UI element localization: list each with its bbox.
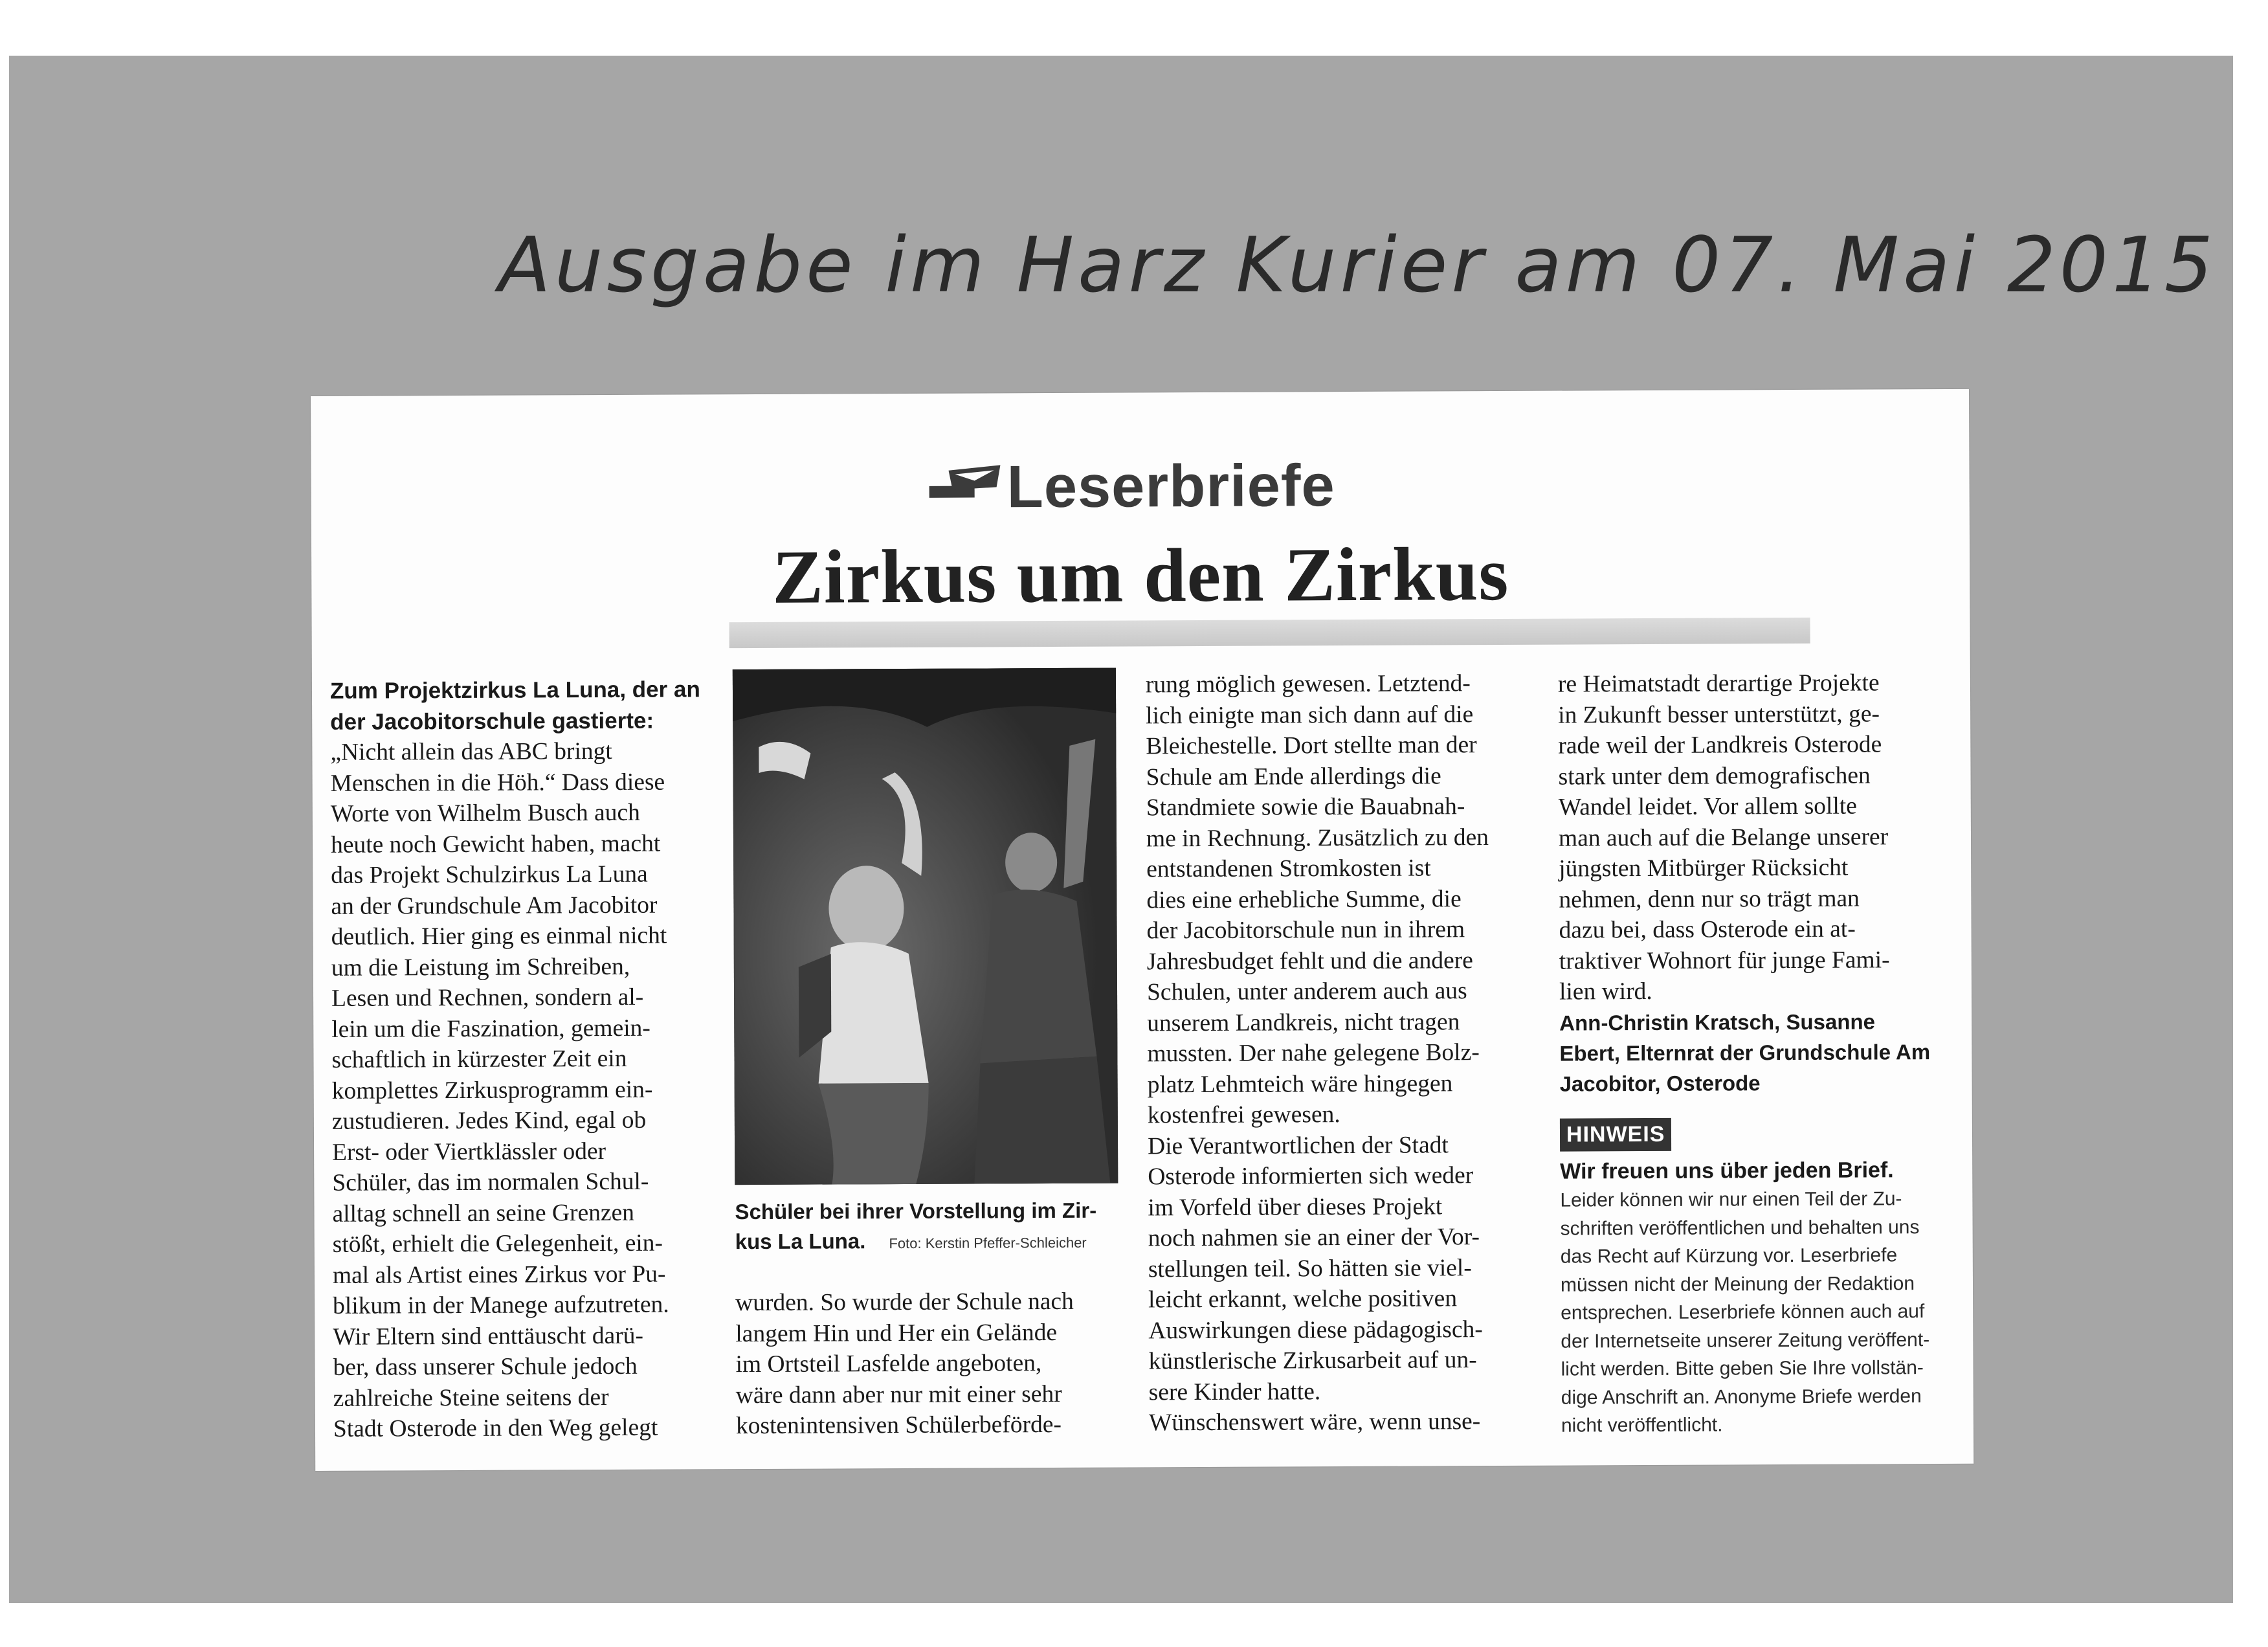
text-line: me in Rechnung. Zusätzlich zu den [1146, 824, 1489, 852]
text-line: Auswirkungen diese pädagogisch- [1148, 1316, 1483, 1344]
photo-illustration [733, 668, 1118, 1185]
text-line: künstlerische Zirkusarbeit auf un- [1148, 1347, 1477, 1375]
letter-icon [929, 461, 1000, 513]
notice-line: das Recht auf Kürzung vor. Leserbriefe [1560, 1244, 1898, 1268]
text-line: an der Grundschule Am Jacobitor [331, 891, 658, 920]
text-line: entstandenen Stromkosten ist [1146, 855, 1431, 883]
text-line: kostenfrei gewesen. [1147, 1101, 1340, 1129]
section-kicker [929, 450, 1335, 523]
text-line: blikum in der Manege aufzutreten. [333, 1291, 669, 1319]
text-line: alltag schnell an seine Grenzen [332, 1199, 635, 1227]
text-line: langem Hin und Her ein Gelände [735, 1319, 1058, 1347]
text-line: stark unter dem demografischen [1558, 761, 1871, 790]
headline-underline [729, 618, 1810, 648]
text-line: man auch auf die Belange unserer [1558, 823, 1889, 852]
text-line: dazu bei, dass Osterode ein at- [1559, 915, 1856, 944]
photo-credit: Foto: Kerstin Pfeffer-Schleicher [889, 1234, 1087, 1252]
column-2 [735, 1286, 1124, 1442]
text-line: wäre dann aber nur mit einer sehr [735, 1380, 1062, 1409]
text-line: Stadt Osterode in den Weg gelegt [333, 1414, 658, 1442]
newspaper-clipping [311, 389, 1973, 1471]
lead-line: der Jacobitorschule gastierte: [330, 708, 654, 735]
notice-text [1560, 1185, 1962, 1440]
text-line: stößt, erhielt die Gelegenheit, ein- [332, 1229, 663, 1258]
text-line: platz Lehmteich wäre hingegen [1147, 1070, 1453, 1098]
notice-line: müssen nicht der Meinung der Redaktion [1560, 1272, 1915, 1296]
text-line: ber, dass unserer Schule jedoch [333, 1352, 638, 1381]
notice-line: schriften veröffentlichen und behalten uns [1560, 1216, 1920, 1240]
text-line: deutlich. Hier ging es einmal nicht [331, 922, 667, 950]
text-line: zustudieren. Jedes Kind, egal ob [331, 1106, 647, 1135]
text-line: zahlreiche Steine seitens der [333, 1384, 609, 1412]
text-line: lich einigte man sich dann auf die [1146, 700, 1474, 729]
column-1 [330, 674, 715, 1444]
handwritten-note-text: Ausgabe im Harz Kurier am 07. Mai 2015 [498, 220, 2218, 309]
text-line: um die Leistung im Schreiben, [331, 953, 630, 981]
text-line: Lesen und Rechnen, sondern al- [331, 983, 644, 1012]
lead-text [330, 674, 712, 737]
text-line: schaftlich in kürzester Zeit ein [331, 1045, 627, 1073]
signature-line: Ann-Christin Kratsch, Susanne [1559, 1009, 1876, 1035]
caption-text: kus La Luna. [735, 1229, 866, 1254]
signature-line: Jacobitor, Osterode [1559, 1070, 1761, 1096]
text-line: Wandel leidet. Vor allem sollte [1558, 792, 1857, 821]
text-line: Wünschenswert wäre, wenn unse- [1148, 1408, 1481, 1437]
headline: Zirkus um den Zirkus [772, 531, 1509, 620]
text-line: traktiver Wohnort für junge Fami- [1559, 946, 1890, 975]
text-line: noch nahmen sie an einer der Vor- [1148, 1224, 1480, 1252]
text-line: das Projekt Schulzirkus La Luna [331, 860, 648, 889]
text-line: Schüler, das im normalen Schul- [332, 1168, 649, 1196]
letter-signature [1559, 1005, 1961, 1099]
text-line: komplettes Zirkusprogramm ein- [331, 1076, 653, 1104]
caption-text: Schüler bei ihrer Vorstellung im Zir- [735, 1198, 1097, 1224]
notice-line: entsprechen. Leserbriefe können auch auf [1561, 1301, 1925, 1324]
hinweis-badge: HINWEIS [1560, 1117, 1672, 1151]
text-line: Die Verantwortlichen der Stadt [1147, 1131, 1449, 1160]
text-line: jüngsten Mitbürger Rücksicht [1559, 854, 1849, 882]
text-line: Standmiete sowie die Bauabnah- [1146, 793, 1465, 822]
notice-line: licht werden. Bitte geben Sie Ihre vollstän- [1561, 1357, 1924, 1380]
text-line: Osterode informierten sich weder [1148, 1162, 1474, 1191]
text-line: kostenintensiven Schülerbeförde- [735, 1411, 1062, 1440]
text-line: im Ortsteil Lasfelde angeboten, [735, 1350, 1042, 1378]
text-line: Schulen, unter anderem auch aus [1146, 978, 1467, 1006]
text-line: leicht erkannt, welche positiven [1148, 1285, 1458, 1314]
notice-title: Wir freuen uns über jeden Brief. [1560, 1158, 1894, 1184]
text-line: Erst- oder Viertklässler oder [332, 1137, 606, 1166]
text-line: nehmen, denn nur so trägt man [1559, 885, 1860, 913]
text-line: dies eine erhebliche Summe, die [1146, 885, 1462, 913]
column-3 [1146, 668, 1537, 1439]
text-line: stellungen teil. So hätten sie viel- [1148, 1254, 1472, 1283]
text-line: im Vorfeld über dieses Projekt [1148, 1193, 1443, 1221]
text-line: Worte von Wilhelm Busch auch [330, 799, 640, 827]
text-line: rade weil der Landkreis Osterode [1558, 731, 1882, 759]
text-line: lien wird. [1559, 978, 1652, 1005]
text-line: Bleichestelle. Dort stellte man der [1146, 732, 1477, 760]
text-line: Jahresbudget fehlt und die andere [1146, 947, 1473, 975]
signature-line: Ebert, Elternrat der Grundschule Am [1559, 1039, 1931, 1066]
notice-line: dige Anschrift an. Anonyme Briefe werden [1561, 1385, 1922, 1409]
text-line: der Jacobitorschule nun in ihrem [1146, 916, 1465, 945]
text-line: mussten. Der nahe gelegene Bolz- [1147, 1039, 1480, 1068]
text-line: Wir Eltern sind enttäuscht darü- [333, 1322, 644, 1350]
text-line: „Nicht allein das ABC bringt [330, 737, 612, 766]
text-line: unserem Landkreis, nicht tragen [1147, 1008, 1460, 1036]
text-line: in Zukunft besser unterstützt, ge- [1558, 700, 1880, 729]
column-4 [1558, 667, 1962, 1440]
text-line: wurden. So wurde der Schule nach [735, 1288, 1074, 1317]
text-line: sere Kinder hatte. [1148, 1378, 1321, 1406]
text-line: heute noch Gewicht haben, macht [330, 830, 661, 858]
handwritten-note [492, 207, 2218, 324]
circus-photo [733, 668, 1118, 1185]
photo-caption [735, 1196, 1123, 1260]
text-line: Schule am Ende allerdings die [1146, 762, 1441, 790]
text-line: re Heimatstadt derartige Projekte [1557, 669, 1880, 698]
lead-line: Zum Projektzirkus La Luna, der an [329, 677, 700, 704]
notice-line: Leider können wir nur einen Teil der Zu- [1560, 1188, 1902, 1211]
notice-line: nicht veröffentlicht. [1561, 1414, 1723, 1437]
text-line: Menschen in die Höh.“ Dass diese [330, 768, 665, 797]
text-line: mal als Artist eines Zirkus vor Pu- [332, 1260, 666, 1289]
text-line: lein um die Faszination, gemein- [331, 1014, 650, 1043]
section-title: Leserbriefe [1006, 452, 1335, 520]
notice-line: der Internetseite unserer Zeitung veröffent- [1561, 1328, 1930, 1352]
text-line: rung möglich gewesen. Letztend- [1145, 670, 1471, 699]
